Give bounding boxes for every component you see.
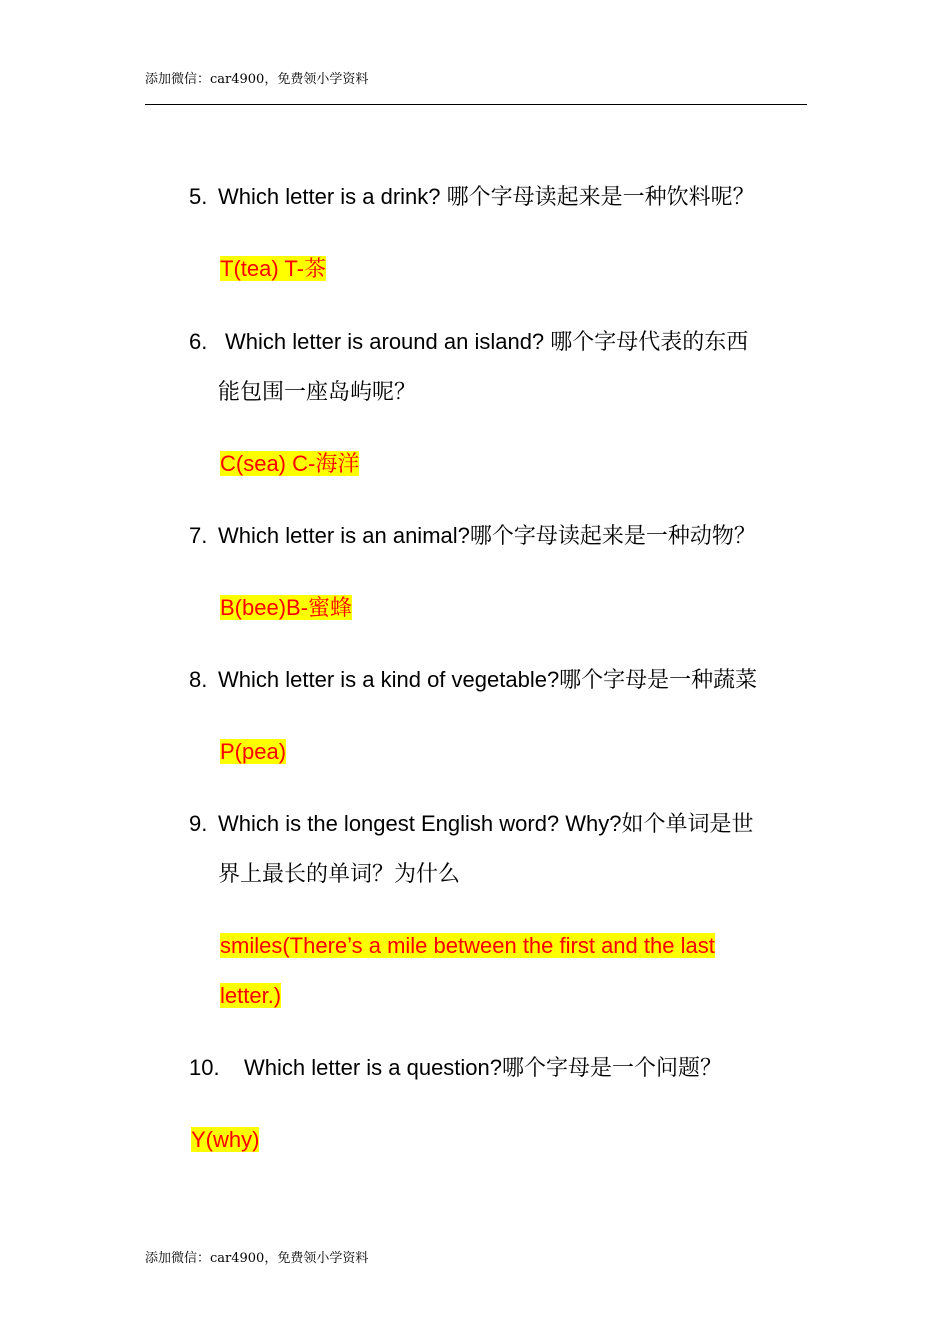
question-number: 9. <box>189 811 208 836</box>
question-text: Which letter is a kind of vegetable?哪个字母是一种蔬菜 <box>218 667 758 692</box>
answer-text: B(bee)B-蜜蜂 <box>220 595 353 620</box>
answer <box>220 931 715 961</box>
answer-text: C(sea) C-海洋 <box>220 451 360 476</box>
answer-text: P(pea) <box>220 739 287 764</box>
question-text: Which is the longest English word? Why?如个单词是世 <box>218 811 754 836</box>
answer <box>220 737 286 767</box>
question-text: Which letter is around an island? 哪个字母代表的东西 <box>225 329 749 354</box>
question-text: Which letter is an animal?哪个字母读起来是一种动物？ <box>218 523 756 548</box>
answer-continued <box>220 981 281 1011</box>
question-text: Which letter is a drink? 哪个字母读起来是一种饮料呢？ <box>218 184 755 209</box>
question-number: 5. <box>189 184 208 209</box>
question-number: 6. <box>189 329 208 354</box>
question-number: 10. <box>189 1055 220 1080</box>
question-text-continued: 能包围一座岛屿呢？ <box>218 379 417 404</box>
footer-text: 添加微信：car4900，免费领小学资料 <box>145 1251 369 1266</box>
answer-text: letter.) <box>220 983 282 1008</box>
header-divider <box>145 104 807 105</box>
question-text: Which letter is a question?哪个字母是一个问题？ <box>244 1055 723 1080</box>
answer <box>220 449 359 479</box>
answer <box>220 254 326 284</box>
question-text-continued: 界上最长的单词？为什么 <box>218 861 461 886</box>
answer-text: Y(why) <box>191 1127 260 1152</box>
answer-text: T(tea) T-茶 <box>220 256 326 281</box>
question-number: 7. <box>189 523 208 548</box>
question-number: 8. <box>189 667 208 692</box>
header-text: 添加微信：car4900，免费领小学资料 <box>145 72 369 87</box>
answer-text: smiles(There’s a mile between the first and the last <box>220 933 715 958</box>
answer <box>220 593 352 623</box>
answer <box>191 1125 259 1155</box>
